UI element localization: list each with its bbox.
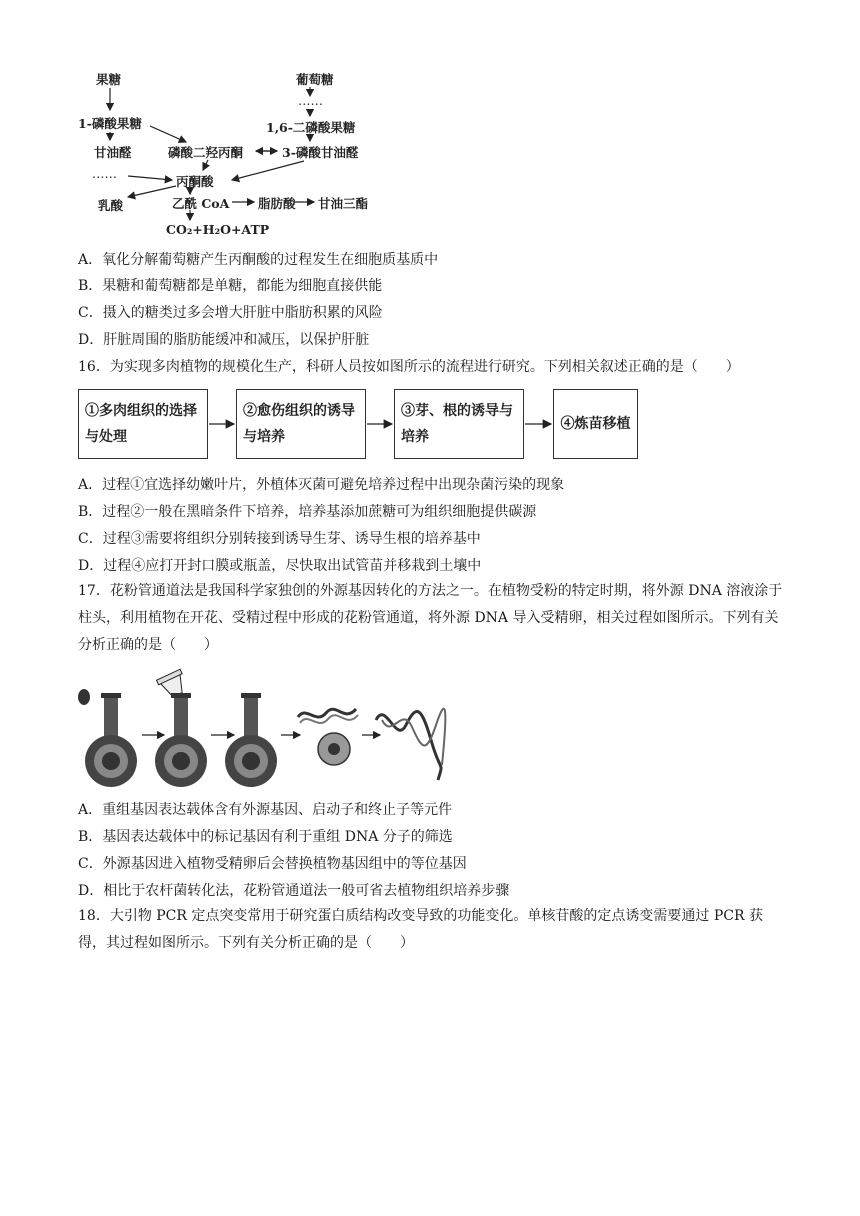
flow-step-2-line1: ②愈伤组织的诱导 <box>243 403 355 419</box>
acetyl-coa-label: 乙酰 CoA <box>172 196 230 211</box>
left-dots: …… <box>92 166 117 181</box>
pistil-1 <box>85 693 137 787</box>
q15-option-b: B．果糖和葡萄糖都是单糖，都能为细胞直接供能 <box>78 278 383 294</box>
q17-option-b: B．基因表达载体中的标记基因有利于重组 DNA 分子的筛选 <box>78 829 453 845</box>
dhap-label: 磷酸二羟丙酮 <box>168 145 244 160</box>
q16-option-d: D．过程④应打开封口膜或瓶盖，尽快取出试管苗并移栽到土壤中 <box>78 558 482 574</box>
flow-step-1-line2: 与处理 <box>85 429 127 445</box>
q17-option-a: A．重组基因表达载体含有外源基因、启动子和终止子等元件 <box>78 802 453 818</box>
q18-stem: 18．大引物 PCR 定点突变常用于研究蛋白质结构改变导致的功能变化。单核苷酸的定点诱变需要通过 PCR 获得，其过程如图所示。下列有关分析正确的是（ ） <box>78 908 763 951</box>
flow-step-1-line1: ①多肉组织的选择 <box>85 403 197 419</box>
q16-stem: 16．为实现多肉植物的规模化生产，科研人员按如图所示的流程进行研究。下列相关叙述正确的是（ ） <box>78 359 740 375</box>
pistil-3 <box>225 693 277 787</box>
flow-step-3-line1: ③芽、根的诱导与 <box>401 403 513 419</box>
q15-option-d: D．肝脏周围的脂肪能缓冲和减压，以保护肝脏 <box>78 332 370 348</box>
q16-option-c: C．过程③需要将组织分别转接到诱导生芽、诱导生根的培养基中 <box>78 531 481 547</box>
pyruvate-label: 丙酮酸 <box>176 174 214 189</box>
q17-option-c: C．外源基因进入植物受精卵后会替换植物基因组中的等位基因 <box>78 856 467 872</box>
flow-arrows <box>0 404 860 444</box>
pistil-2 <box>155 693 207 787</box>
flow-step-2-line2: 与培养 <box>243 429 285 445</box>
flow-step-3-line2: 培养 <box>401 429 429 445</box>
g3p-label: 3-磷酸甘油醛 <box>282 145 359 160</box>
fructose-label: 果糖 <box>96 72 122 87</box>
glucose-label: 葡萄糖 <box>296 72 334 87</box>
q16-option-a: A．过程①宜选择幼嫩叶片，外植体灭菌可避免培养过程中出现杂菌污染的现象 <box>78 477 565 493</box>
flow-step-4-label: ④炼苗移植 <box>560 416 631 432</box>
pollen-tube-illustration <box>76 665 456 790</box>
q16-option-b: B．过程②一般在黑暗条件下培养，培养基添加蔗糖可为组织细胞提供碳源 <box>78 504 537 520</box>
products-label: CO₂+H₂O+ATP <box>166 222 270 237</box>
glucose-dots: …… <box>298 93 323 108</box>
f1p-label: 1-磷酸果糖 <box>78 116 142 131</box>
fatty-acid-label: 脂肪酸 <box>258 196 296 211</box>
q15-option-a: A．氧化分解葡萄糖产生丙酮酸的过程发生在细胞质基质中 <box>78 252 439 268</box>
f16bp-label: 1,6-二磷酸果糖 <box>266 120 356 135</box>
triglyceride-label: 甘油三酯 <box>318 196 369 211</box>
q17-option-d: D．相比于农杆菌转化法，花粉管通道法一般可省去植物组织培养步骤 <box>78 883 510 899</box>
metabolism-arrows <box>0 0 860 260</box>
q15-option-c: C．摄入的糖类过多会增大肝脏中脂肪积累的风险 <box>78 305 383 321</box>
lactate-label: 乳酸 <box>98 198 124 213</box>
glyceraldehyde-label: 甘油醛 <box>94 145 132 160</box>
q17-stem: 17．花粉管通道法是我国科学家独创的外源基因转化的方法之一。在植物受粉的特定时期，将外源 DNA 溶液涂于柱头，利用植物在开花、受精过程中形成的花粉管通道，将外源 DNA 导入受精卵，相关过程如图所示。下列有关分析正确的是（ ） <box>78 583 783 653</box>
